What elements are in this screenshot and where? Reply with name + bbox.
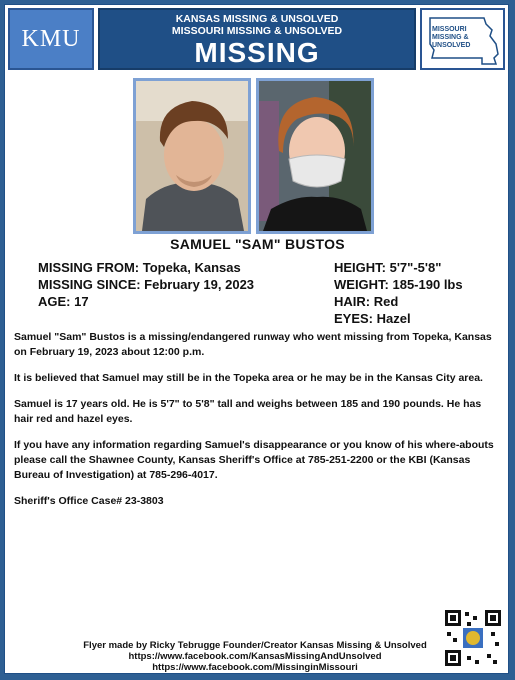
eyes: EYES: Hazel — [334, 311, 411, 326]
missouri-logo-text — [432, 26, 470, 50]
banner-line-2: MISSOURI MISSING & UNSOLVED — [171, 25, 343, 37]
flyer-header — [8, 8, 505, 74]
paragraph-location: It is believed that Samuel may still be in the Topeka area or he may be in the Kansas City area. — [14, 372, 483, 384]
paragraph-contact: If you have any information regarding Samuel's disappearance or you know of his where-abouts please call the Shawnee County, Kansas Sheriff's Office at 785-251-2200 or the KBI (Kansas Bureau of Investigation) at 785-296-4017. — [14, 439, 494, 481]
mo-logo-line-1: MISSOURI — [432, 26, 467, 33]
height: HEIGHT: 5'7"-5'8" — [334, 260, 442, 275]
age: AGE: 17 — [38, 294, 89, 309]
mo-logo-line-3: UNSOLVED — [432, 42, 471, 49]
paragraph-summary: Samuel "Sam" Bustos is a missing/endangered runway who went missing from Topeka, Kansas on February 19, 2023 about 12:00 p.m. — [14, 331, 492, 358]
flyer-description — [14, 330, 501, 520]
facts-right — [334, 259, 463, 327]
missing-person-photo-2 — [256, 78, 374, 234]
footer-credit: Flyer made by Ricky Tebrugge Founder/Creator Kansas Missing & Unsolved — [83, 640, 427, 651]
missouri-logo — [420, 8, 505, 70]
missing-since: MISSING SINCE: February 19, 2023 — [38, 277, 255, 292]
mo-logo-line-2: MISSING & — [432, 34, 469, 41]
weight: WEIGHT: 185-190 lbs — [334, 277, 463, 292]
paragraph-description: Samuel is 17 years old. He is 5'7" to 5'8" tall and weighs between 185 and 190 pounds. He has hair red and hazel eyes. — [14, 398, 482, 425]
facts-left — [38, 259, 254, 310]
footer-link-kansas[interactable]: https://www.facebook.com/KansasMissingAndUnsolved — [128, 651, 382, 662]
banner-title: MISSING — [194, 37, 320, 68]
kmu-logo — [8, 8, 94, 70]
flyer-footer — [60, 640, 450, 673]
hair: HAIR: Red — [334, 294, 399, 309]
qr-code-icon[interactable] — [443, 608, 503, 668]
kmu-logo-text: KMU — [21, 25, 81, 52]
missing-person-photo-1 — [133, 78, 251, 234]
missing-banner — [98, 8, 416, 70]
missing-from: MISSING FROM: Topeka, Kansas — [38, 260, 241, 275]
case-number: Sheriff's Office Case# 23-3803 — [14, 495, 164, 507]
banner-line-1: KANSAS MISSING & UNSOLVED — [175, 13, 339, 25]
missing-person-name: SAMUEL "SAM" BUSTOS — [170, 236, 345, 252]
footer-link-missouri[interactable]: https://www.facebook.com/MissinginMissouri — [152, 662, 358, 673]
